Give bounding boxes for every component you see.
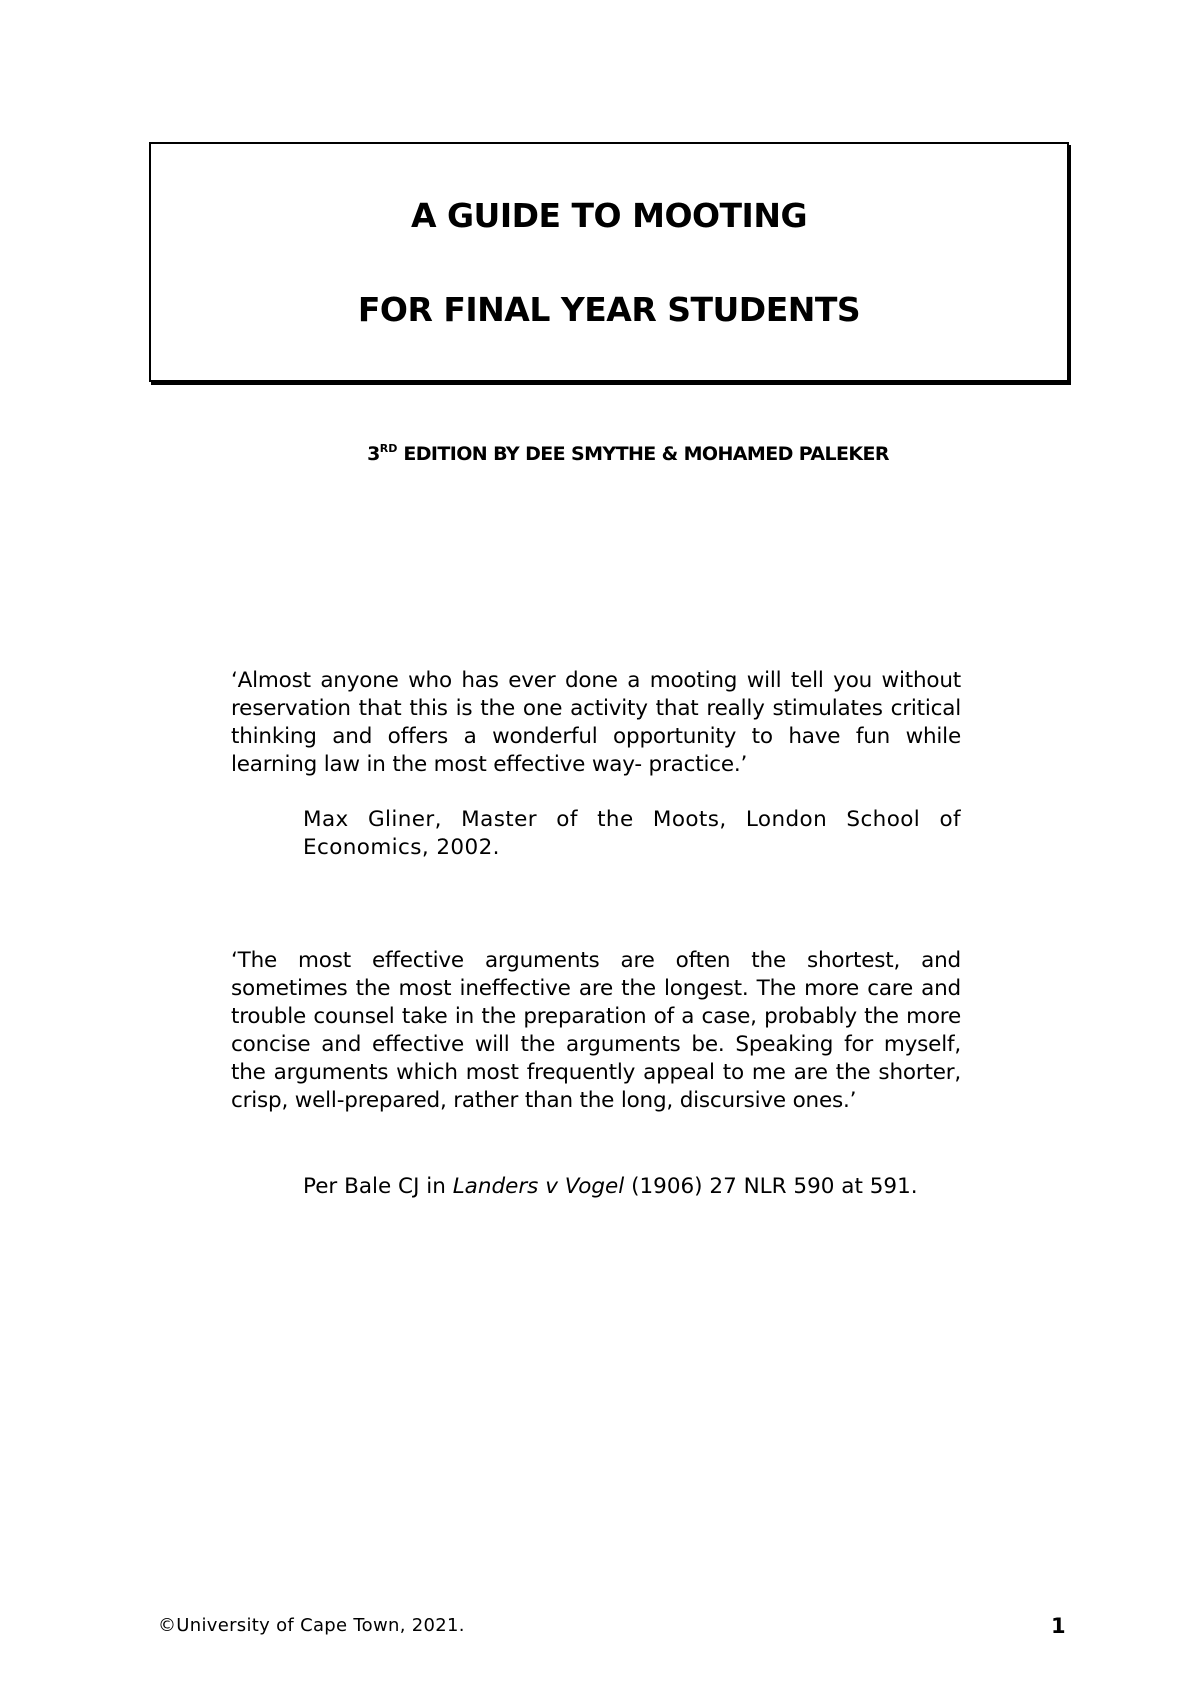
edition-number: 3 [367,443,380,465]
title-line-2: FOR FINAL YEAR STUDENTS [357,290,861,329]
edition-authors: EDITION BY DEE SMYTHE & MOHAMED PALEKER [397,443,889,465]
quote-gliner-attribution: Max Gliner, Master of the Moots, London School of Economics, 2002. [303,807,961,860]
case-name: Landers v Vogel [452,1174,625,1199]
attribution-prefix: Per Bale CJ in [303,1174,453,1199]
title-box [149,142,1069,382]
title-line-1: A GUIDE TO MOOTING [410,196,808,235]
copyright-footer: ©University of Cape Town, 2021. [158,1615,465,1636]
page-number: 1 [1051,1614,1066,1638]
edition-ordinal-suffix: RD [379,442,398,455]
quote-bale-attribution [303,1173,918,1201]
edition-line [0,442,1200,465]
attribution-citation: (1906) 27 NLR 590 at 591. [624,1174,918,1199]
quote-gliner: ‘Almost anyone who has ever done a mooting will tell you without reservation that this is the one activity that really stimulates critical thinking and offers a wonderful opportunity to have fun while learning law in the most effective way- practice.’ [231,668,961,777]
quote-bale: ‘The most effective arguments are often the shortest, and sometimes the most ineffective are the longest. The more care and trouble counsel take in the preparation of a case, probably the more concise and effective will the arguments be. Speaking for myself, the arguments which most frequently appeal to me are the shorter, crisp, well-prepared, rather than the long, discursive ones.’ [231,948,961,1113]
